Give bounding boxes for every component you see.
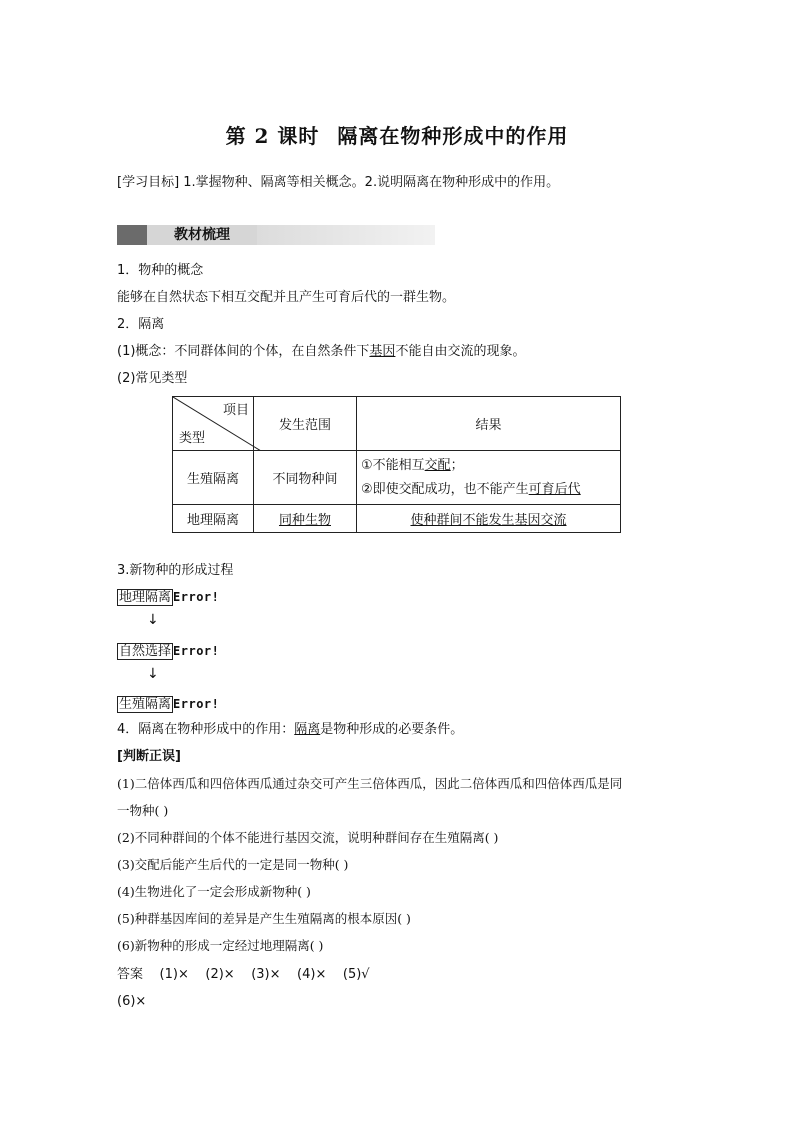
table-corner-cell [173,397,254,451]
section-label: 教材梳理 [147,225,257,245]
learning-objectives: [学习目标] 1.掌握物种、隔离等相关概念。2.说明隔离在物种形成中的作用。 [117,175,560,190]
step-box: 生殖隔离 [119,697,172,712]
corner-label-type: 类型 [179,431,206,446]
table-row [173,451,621,505]
s2-types-heading: (2)常见类型 [117,371,188,386]
page-title [0,120,794,149]
down-arrow-icon: ↓ [147,612,159,628]
process-step-1 [117,588,219,607]
title-lesson: 第 2 课时 [225,124,320,148]
header-result: 结果 [357,397,621,451]
step-box: 自然选择 [119,644,172,659]
down-arrow-icon: ↓ [147,666,159,682]
judge-item: 一物种( ) [117,803,169,818]
row2-result: 使种群间不能发生基因交流 [357,505,621,533]
underlined-answer: 交配 [424,457,451,473]
error-text: Error! [173,697,220,711]
judge-item: (3)交配后能产生后代的一定是同一物种( ) [117,857,349,872]
row2-range: 同种生物 [254,505,357,533]
row2-type: 地理隔离 [173,505,254,533]
s3-heading: 3.新物种的形成过程 [117,563,234,578]
s2-heading: 2．隔离 [117,317,165,332]
judge-item: (5)种群基因库间的差异是产生生殖隔离的根本原因( ) [117,911,411,926]
underlined-answer: 基因 [369,344,396,359]
s2-concept: (1)概念：不同群体间的个体，在自然条件下基因不能自由交流的现象。 [117,344,526,359]
s1-text: 能够在自然状态下相互交配并且产生可育后代的一群生物。 [117,290,456,305]
judge-item: (2)不同种群间的个体不能进行基因交流，说明种群间存在生殖隔离( ) [117,830,499,845]
s1-heading: 1．物种的概念 [117,263,204,278]
s4-text: 4．隔离在物种形成中的作用：隔离是物种形成的必要条件。 [117,722,464,737]
underlined-answer: 可育后代 [528,481,581,497]
judge-item: (6)新物种的形成一定经过地理隔离( ) [117,938,324,953]
error-text: Error! [173,644,220,658]
header-range: 发生范围 [254,397,357,451]
section-header-bar [117,225,435,245]
process-step-3 [117,695,219,714]
row1-type: 生殖隔离 [173,451,254,505]
error-text: Error! [173,590,220,604]
judge-item: (4)生物进化了一定会形成新物种( ) [117,884,311,899]
isolation-types-table [172,396,621,533]
table-row [173,505,621,533]
step-box: 地理隔离 [119,590,172,605]
judge-heading: [判断正误] [117,749,181,764]
answer-line-1: 答案 (1)× (2)× (3)× (4)× (5)√ [117,967,370,982]
title-topic: 隔离在物种形成中的作用 [337,124,569,148]
judge-item: (1)二倍体西瓜和四倍体西瓜通过杂交可产生三倍体西瓜，因此二倍体西瓜和四倍体西瓜是同 [117,776,623,791]
row1-range: 不同物种间 [254,451,357,505]
answer-line-2: (6)× [117,994,147,1009]
corner-label-item: 项目 [222,403,249,418]
underlined-answer: 隔离 [294,722,321,737]
row1-result: ①不能相互交配； ②即使交配成功，也不能产生可育后代 [357,451,621,505]
process-step-2 [117,642,219,661]
table-header-row [173,397,621,451]
